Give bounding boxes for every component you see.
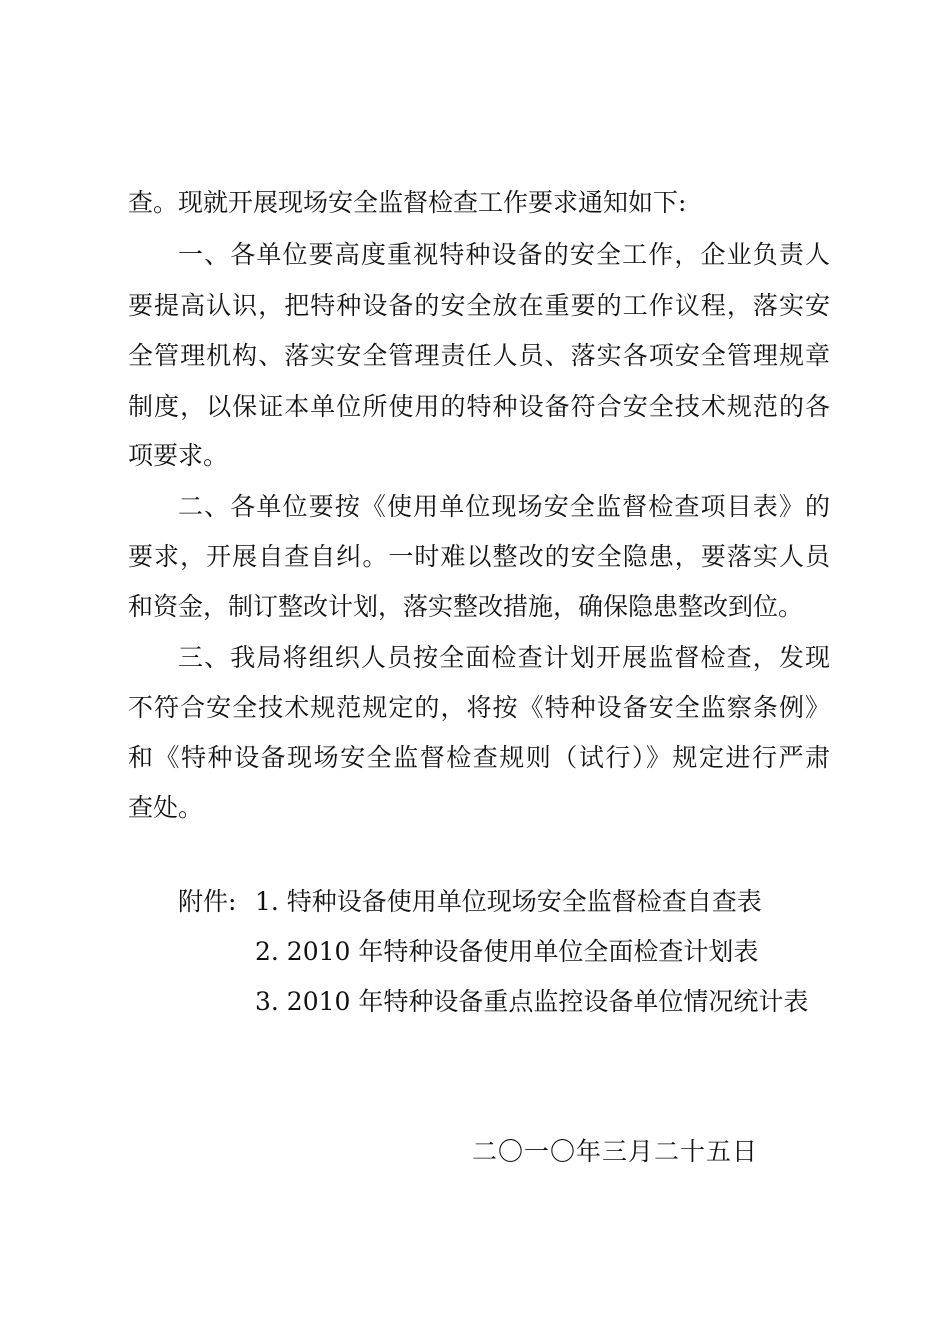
paragraph-2-line-3: 和资金，制订整改计划，落实整改措施，确保隐患整改到位。	[128, 592, 804, 621]
paragraph-1-line-2: 要提高认识，把特种设备的安全放在重要的工作议程，落实安	[128, 291, 830, 320]
attachment-item-2: 2. 2010 年特种设备使用单位全面检查计划表	[255, 937, 759, 966]
paragraph-1-line-1: 一、各单位要高度重视特种设备的安全工作，企业负责人	[178, 240, 830, 269]
paragraph-3-line-1: 三、我局将组织人员按全面检查计划开展监督检查，发现	[178, 643, 830, 672]
attachment-item-1: 1. 特种设备使用单位现场安全监督检查自查表	[255, 887, 762, 916]
paragraph-2-line-1: 二、各单位要按《使用单位现场安全监督检查项目表》的	[178, 492, 830, 521]
attachment-item-3: 3. 2010 年特种设备重点监控设备单位情况统计表	[255, 987, 809, 1016]
paragraph-3-line-3: 和《特种设备现场安全监督检查规则（试行）》规定进行严肃	[128, 743, 830, 772]
document-date: 二〇一〇年三月二十五日	[472, 1137, 759, 1166]
attachments-label: 附件:	[178, 887, 237, 916]
paragraph-1-line-5: 项要求。	[128, 441, 229, 470]
paragraph-1-line-4: 制度，以保证本单位所使用的特种设备符合安全技术规范的各	[128, 392, 830, 421]
paragraph-1-line-3: 全管理机构、落实安全管理责任人员、落实各项安全管理规章	[128, 341, 830, 370]
paragraph-2-line-2: 要求，开展自查自纠。一时难以整改的安全隐患，要落实人员	[128, 542, 830, 571]
paragraph-3-line-4: 查处。	[128, 793, 204, 822]
body-line-1: 查。现就开展现场安全监督检查工作要求通知如下:	[128, 188, 687, 217]
paragraph-3-line-2: 不符合安全技术规范规定的，将按《特种设备安全监察条例》	[128, 693, 830, 722]
